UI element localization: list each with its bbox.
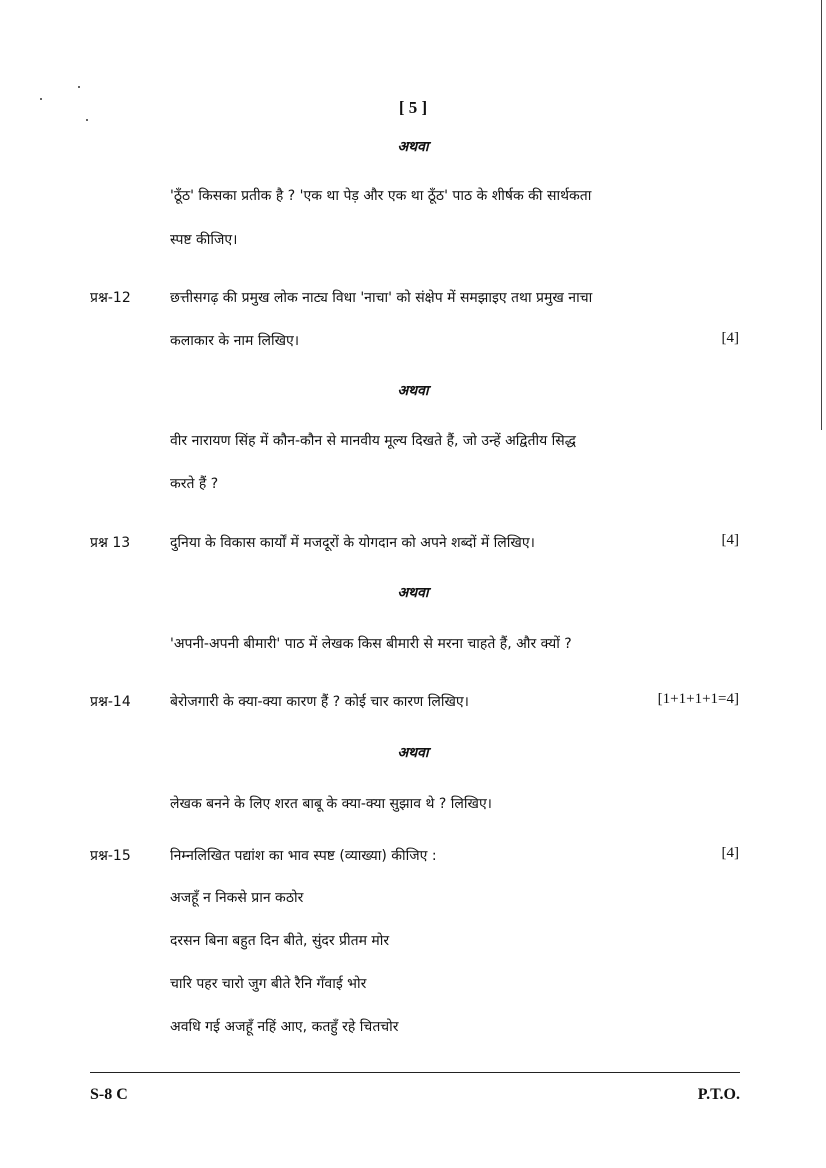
q13-marks: [4] (721, 532, 739, 548)
q13-alt-line-1: 'अपनी-अपनी बीमारी' पाठ में लेखक किस बीमारी से मरना चाहते हैं, और क्यों ? (170, 636, 572, 652)
verse-line-1: अजहूँ न निकसे प्रान कठोर (170, 890, 304, 906)
or-label: अथवा (397, 383, 429, 399)
question-label-14: प्रश्न-14 (90, 694, 131, 710)
scan-speck (78, 86, 80, 88)
footer-rule (90, 1072, 740, 1073)
or-label: अथवा (397, 139, 429, 155)
q13-line-1: दुनिया के विकास कार्यों में मजदूरों के योगदान को अपने शब्दों में लिखिए। (170, 535, 535, 551)
q14-marks: [1+1+1+1=4] (657, 691, 739, 707)
q14-line-1: बेरोजगारी के क्या-क्या कारण हैं ? कोई चार कारण लिखिए। (170, 694, 469, 710)
page-number: [ 5 ] (398, 98, 428, 117)
q15-line-1: निम्नलिखित पद्यांश का भाव स्पष्ट (व्याख्या) कीजिए : (170, 848, 437, 864)
paper-code: S-8 C (90, 1086, 128, 1103)
q12-line-1: छत्तीसगढ़ की प्रमुख लोक नाट्य विधा 'नाचा' को संक्षेप में समझाइए तथा प्रमुख नाचा (170, 290, 593, 306)
q15-marks: [4] (721, 845, 739, 861)
q14-alt-line-1: लेखक बनने के लिए शरत बाबू के क्या-क्या सुझाव थे ? लिखिए। (170, 796, 492, 812)
verse-line-4: अवधि गई अजहूँ नहिं आए, कतहुँ रहे चितचोर (170, 1019, 399, 1035)
scan-edge-line (821, 0, 823, 430)
q12-line-2: कलाकार के नाम लिखिए। (170, 333, 300, 349)
q12-alt-line-1: वीर नारायण सिंह में कौन-कौन से मानवीय मूल्य दिखते हैं, जो उन्हें अद्वितीय सिद्ध (170, 433, 576, 449)
q11-alt-line-2: स्पष्ट कीजिए। (170, 232, 238, 248)
or-label: अथवा (397, 745, 429, 761)
or-label: अथवा (397, 585, 429, 601)
scan-speck (86, 119, 88, 121)
please-turn-over: P.T.O. (697, 1086, 740, 1103)
q11-alt-line-1: 'ठूँठ' किसका प्रतीक है ? 'एक था पेड़ और एक था ठूँठ' पाठ के शीर्षक की सार्थकता (170, 188, 592, 204)
question-label-15: प्रश्न-15 (90, 848, 131, 864)
q12-alt-line-2: करते हैं ? (170, 476, 219, 492)
verse-line-2: दरसन बिना बहुत दिन बीते, सुंदर प्रीतम मोर (170, 933, 390, 949)
q12-marks: [4] (721, 330, 739, 346)
question-label-12: प्रश्न-12 (90, 290, 131, 306)
question-label-13: प्रश्न 13 (90, 535, 131, 551)
verse-line-3: चारि पहर चारो जुग बीते रैनि गँवाई भोर (170, 976, 367, 992)
